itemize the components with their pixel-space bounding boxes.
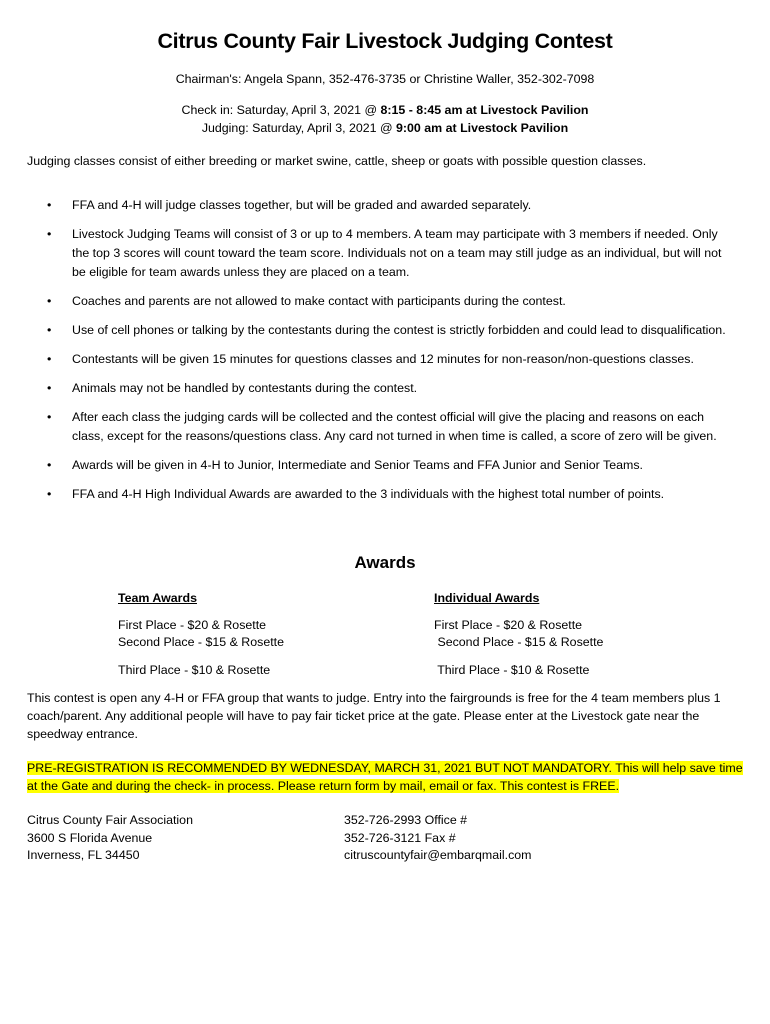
individual-third-place: Third Place - $10 & Rosette [434, 663, 590, 677]
preregistration-highlight: PRE-REGISTRATION IS RECOMMENDED BY WEDNESDAY, MARCH 31, 2021 BUT NOT MANDATORY. This will help save time at the Gate and during the check- in process. Please return form by mail, email or fax. This contest is FREE. [27, 761, 743, 793]
address-block [27, 812, 193, 865]
bullet-icon: • [47, 198, 52, 212]
bullet-icon: • [47, 487, 52, 502]
bullet-icon: • [47, 409, 52, 424]
list-item [27, 292, 727, 311]
judging-label: Judging: Saturday, April 3, 2021 @ [201, 121, 397, 135]
rule-text: FFA and 4-H will judge classes together, but will be graded and awarded separately. [72, 198, 532, 212]
rule-text: After each class the judging cards will be collected and the contest official will give the placing and reasons on each class, except for the reasons/questions class. Any card not turned in when time is called, a score of zero will be given. [72, 409, 717, 444]
rule-text: Use of cell phones or talking by the contestants during the contest is strictly forbidden and could lead to disqualification. [72, 323, 726, 338]
team-first-place: First Place - $20 & Rosette [118, 618, 267, 632]
page-title: Citrus County Fair Livestock Judging Contest [157, 29, 613, 53]
individual-first-place: First Place - $20 & Rosette [434, 618, 583, 632]
list-item [27, 350, 727, 369]
rule-text: Animals may not be handled by contestants during the contest. [72, 381, 418, 396]
email-address: citruscountyfair@embarqmail.com [344, 848, 532, 862]
bullet-icon: • [47, 381, 52, 396]
list-item [27, 408, 727, 447]
office-phone: 352-726-2993 Office # [344, 813, 468, 827]
judging-line [0, 119, 770, 137]
individual-second-place: Second Place - $15 & Rosette [434, 635, 604, 649]
rule-text: Contestants will be given 15 minutes for questions classes and 12 minutes for non-reason/non-questions classes. [72, 352, 694, 367]
checkin-line [0, 101, 770, 119]
rule-text: Coaches and parents are not allowed to make contact with participants during the contest. [72, 294, 566, 309]
preregistration-notice [27, 759, 747, 795]
org-name: Citrus County Fair Association [27, 813, 193, 827]
rules-list [27, 196, 727, 514]
bullet-icon: • [47, 352, 52, 367]
open-contest-paragraph: This contest is open any 4-H or FFA group that wants to judge. Entry into the fairgrounds is free for the 4 team members plus 1 coach/parent. Any additional people will have to pay fair ticket price at the gate. Please enter at the Livestock gate near the speedway entrance. [27, 691, 721, 741]
list-item [27, 225, 727, 283]
bullet-icon: • [47, 226, 52, 241]
individual-awards-heading: Individual Awards [434, 591, 540, 605]
list-item [27, 196, 727, 215]
checkin-block [0, 101, 770, 137]
checkin-time: 8:15 - 8:45 am at Livestock Pavilion [380, 103, 589, 117]
team-third-place: Third Place - $10 & Rosette [118, 663, 271, 677]
bullet-icon: • [47, 458, 52, 473]
list-item [27, 485, 727, 504]
fax-number: 352-726-3121 Fax # [344, 830, 456, 845]
street-address: 3600 S Florida Avenue [27, 830, 153, 845]
awards-heading: Awards [354, 553, 416, 572]
judging-time: 9:00 am at Livestock Pavilion [396, 121, 569, 135]
rule-text: Awards will be given in 4-H to Junior, Intermediate and Senior Teams and FFA Junior and Senior Teams. [72, 458, 643, 473]
team-awards-column [118, 590, 284, 679]
team-awards-heading: Team Awards [118, 591, 197, 605]
individual-awards-column [434, 590, 603, 679]
bullet-icon: • [47, 294, 52, 309]
city-state-zip: Inverness, FL 34450 [27, 848, 140, 862]
checkin-label: Check in: Saturday, April 3, 2021 @ [181, 103, 381, 117]
intro-paragraph: Judging classes consist of either breeding or market swine, cattle, sheep or goats with possible question classes. [27, 154, 647, 168]
list-item [27, 456, 727, 475]
list-item [27, 379, 727, 398]
contact-block [344, 812, 531, 865]
team-second-place: Second Place - $15 & Rosette [118, 635, 284, 649]
list-item [27, 321, 727, 340]
rule-text: Livestock Judging Teams will consist of 3 or up to 4 members. A team may participate with 3 members if needed. Only the top 3 scores will count toward the team score. Individuals not on a team may still judge as an individual, but will not be eligible for team awards unless they are placed on a team. [72, 226, 722, 280]
rule-text: FFA and 4-H High Individual Awards are awarded to the 3 individuals with the highest total number of points. [72, 487, 665, 502]
bullet-icon: • [47, 323, 52, 338]
chairmans-line: Chairman's: Angela Spann, 352-476-3735 or Christine Waller, 352-302-7098 [175, 72, 595, 86]
